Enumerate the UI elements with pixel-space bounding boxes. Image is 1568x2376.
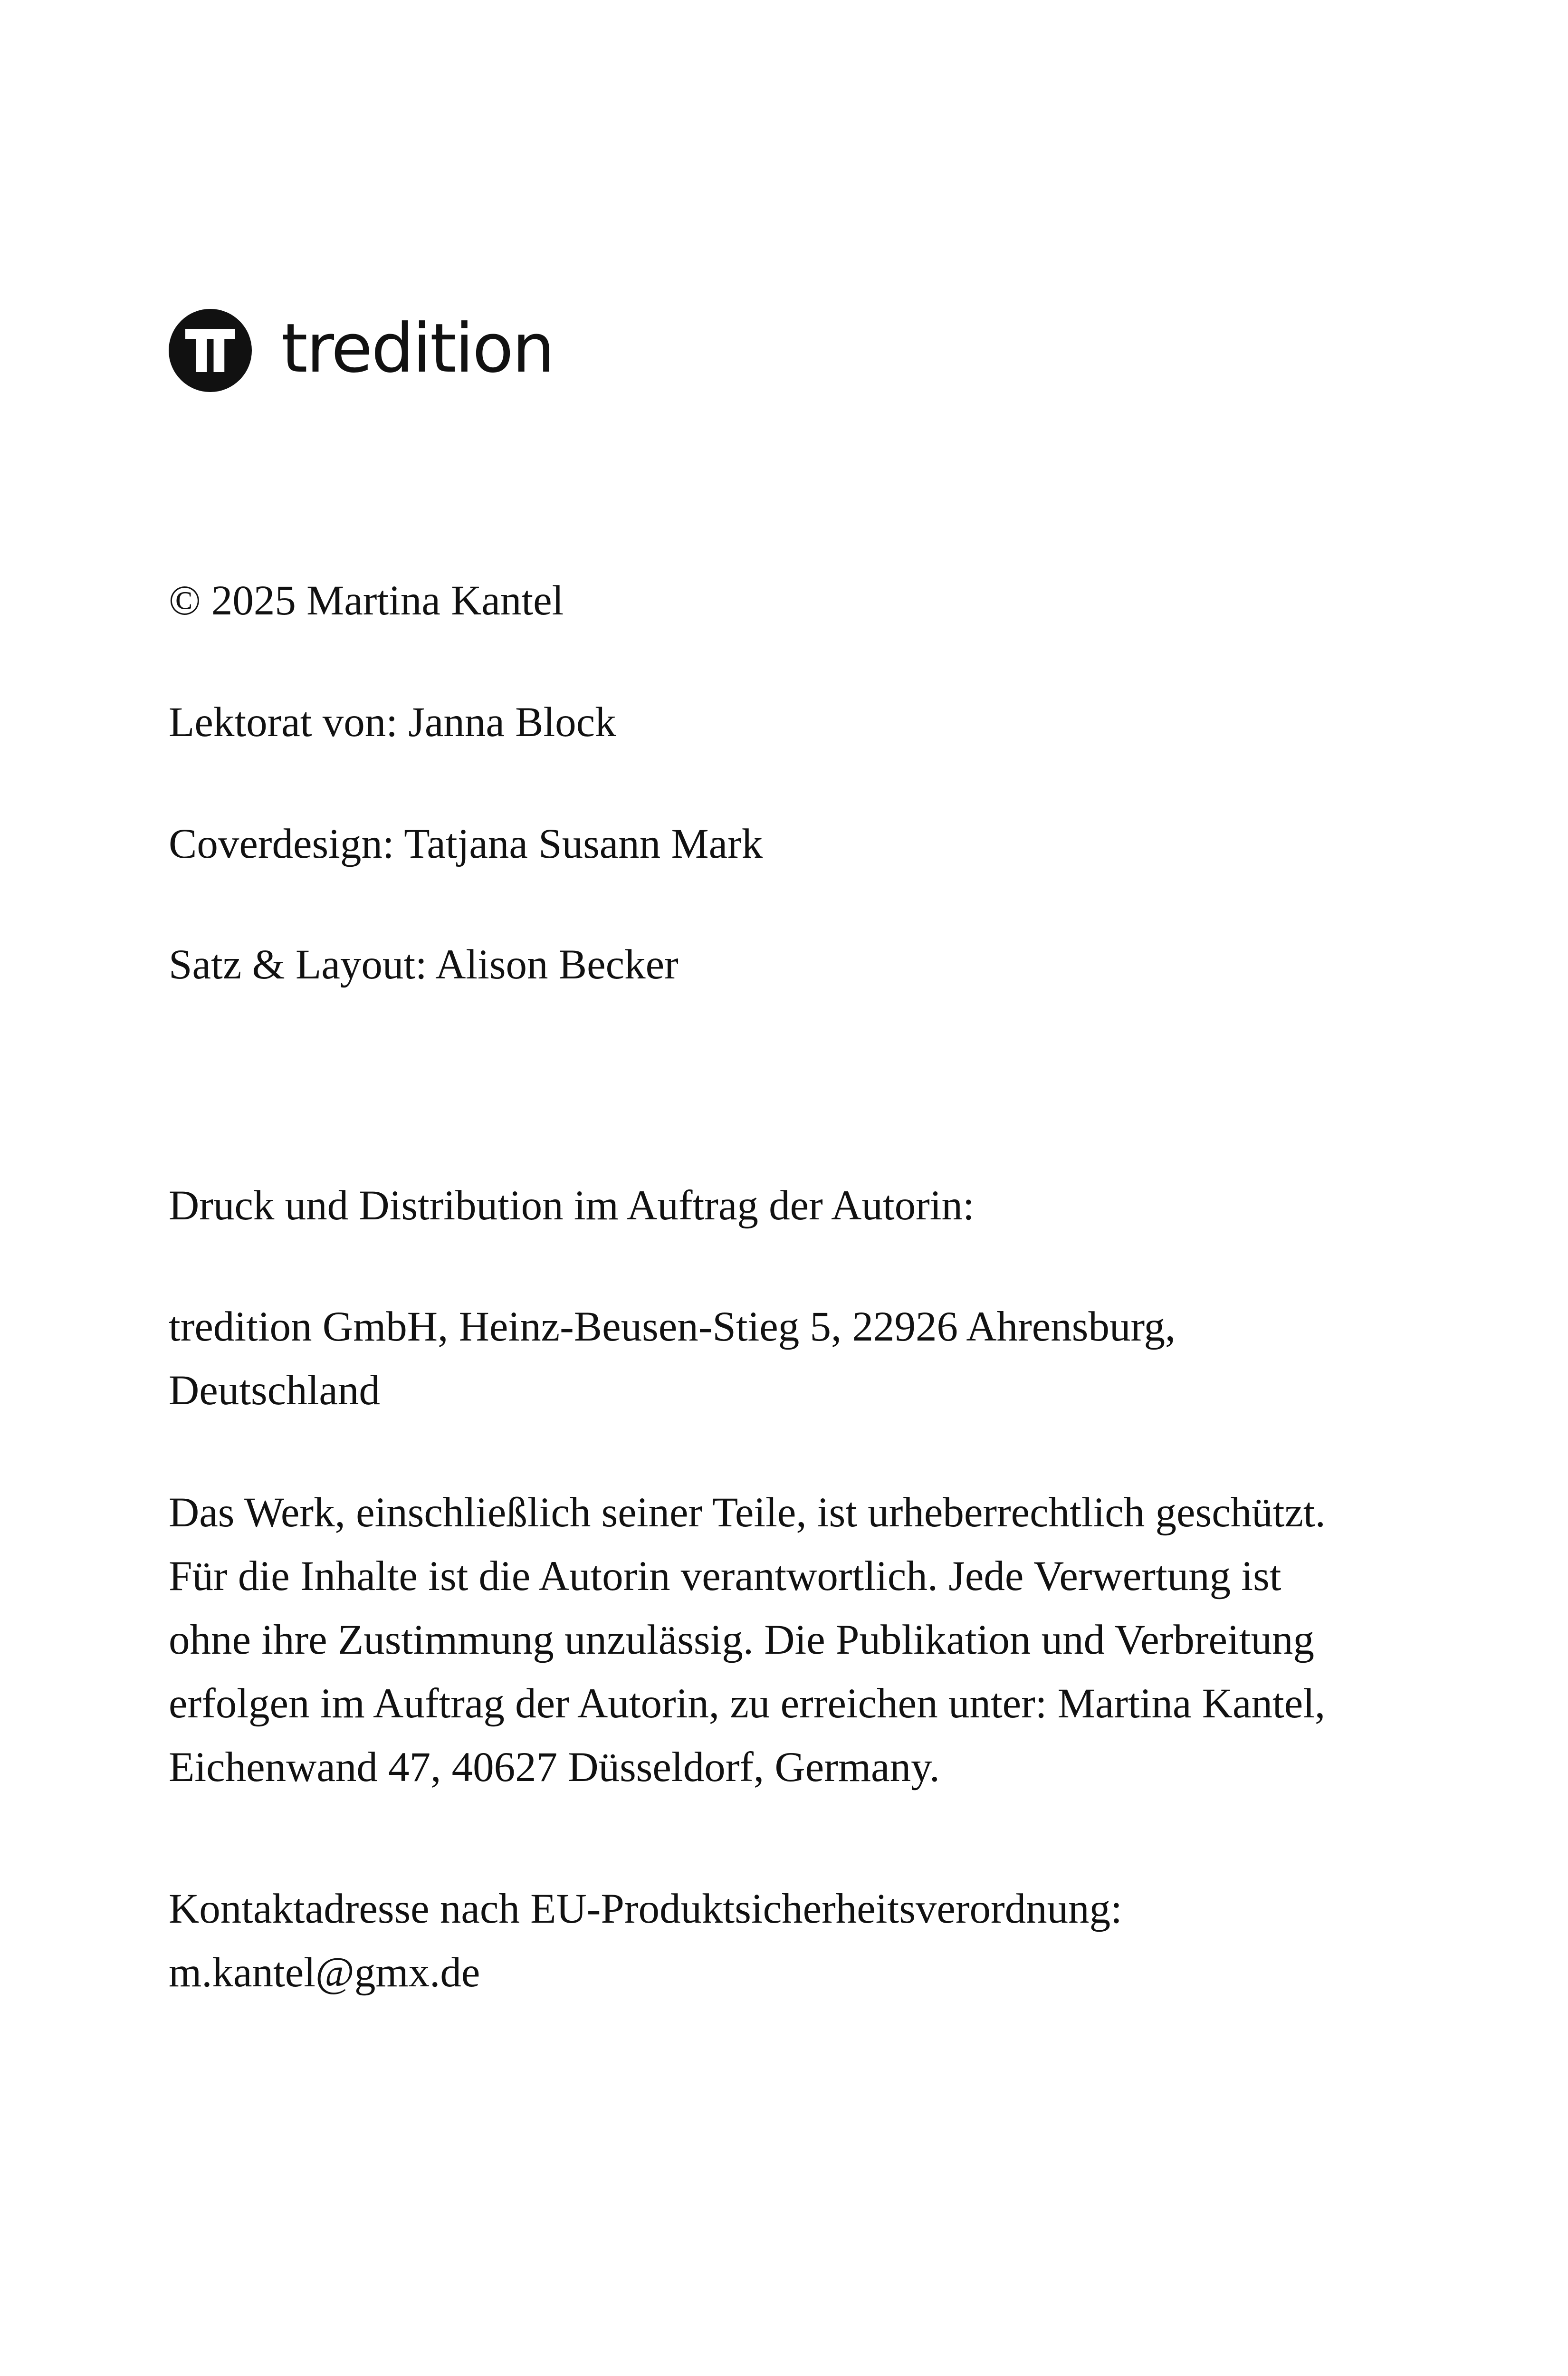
- legal-notice-line: Eichenwand 47, 40627 Düsseldorf, Germany.: [169, 1744, 940, 1791]
- publisher-address-line: tredition GmbH, Heinz-Beusen-Stieg 5, 22926 Ahrensburg,: [169, 1303, 1176, 1350]
- contact-block: [169, 1877, 1122, 2004]
- cover-design-credit: Coverdesign: Tatjana Susann Mark: [169, 821, 763, 867]
- publisher-address: [169, 1295, 1176, 1422]
- legal-notice: [169, 1481, 1326, 1799]
- layout-credit: Satz & Layout: Alison Becker: [169, 941, 679, 988]
- legal-notice-line: Für die Inhalte ist die Autorin verantwortlich. Jede Verwertung ist: [169, 1553, 1281, 1600]
- logo-wordmark: tredition: [281, 309, 554, 388]
- publisher-address-line: Deutschland: [169, 1367, 380, 1414]
- legal-notice-line: Das Werk, einschließlich seiner Teile, ist urheberrechtlich geschützt.: [169, 1489, 1326, 1536]
- editor-credit: Lektorat von: Janna Block: [169, 699, 616, 746]
- legal-notice-line: erfolgen im Auftrag der Autorin, zu erreichen unter: Martina Kantel,: [169, 1680, 1326, 1727]
- distribution-heading: Druck und Distribution im Auftrag der Autorin:: [169, 1182, 975, 1229]
- publisher-logo: [169, 309, 554, 392]
- contact-email: m.kantel@gmx.de: [169, 1949, 480, 1996]
- copyright-line: © 2025 Martina Kantel: [169, 577, 564, 624]
- contact-label: Kontaktadresse nach EU-Produktsicherheitsverordnung:: [169, 1886, 1122, 1932]
- legal-notice-line: ohne ihre Zustimmung unzulässig. Die Publikation und Verbreitung: [169, 1617, 1314, 1663]
- tredition-logo-icon: [169, 309, 252, 392]
